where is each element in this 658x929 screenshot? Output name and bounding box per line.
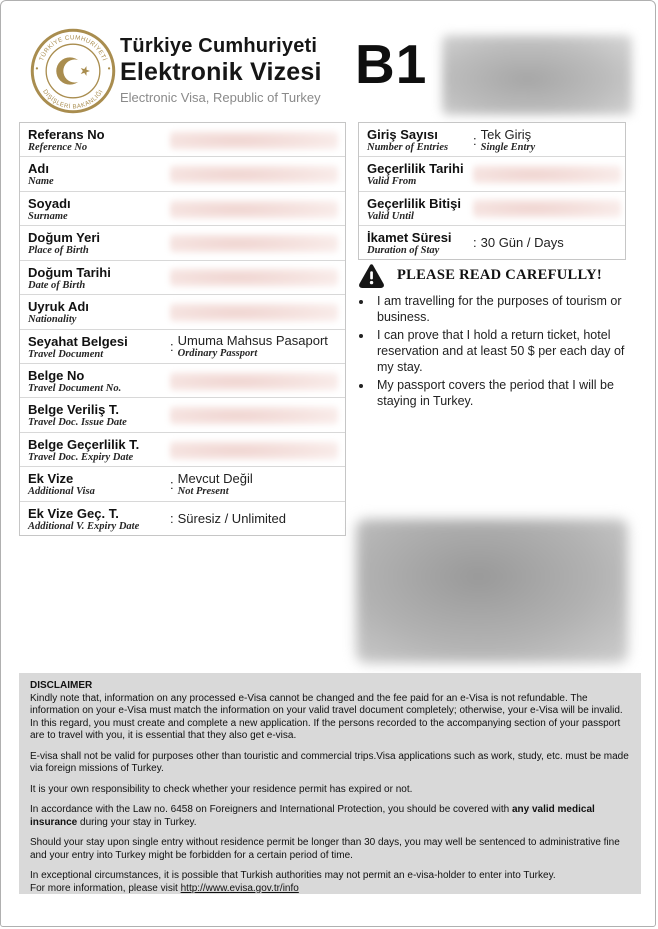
doc-title-line1: Türkiye Cumhuriyeti xyxy=(120,35,318,57)
svg-text:DIŞİŞLERİ BAKANLIĞI: DIŞİŞLERİ BAKANLIĞI xyxy=(41,88,105,111)
field-label-tr: Geçerlilik Tarihi xyxy=(367,161,464,177)
redacted-value xyxy=(170,131,338,150)
redacted-value xyxy=(170,372,338,391)
document-header xyxy=(120,34,322,105)
field-labels xyxy=(28,470,170,498)
field-labels xyxy=(28,264,170,292)
field-labels xyxy=(28,298,170,326)
disclaimer-paragraph xyxy=(30,784,630,797)
field-row xyxy=(20,364,345,398)
field-value xyxy=(473,195,621,223)
field-labels xyxy=(28,367,170,395)
field-value xyxy=(170,195,341,223)
redacted-value xyxy=(170,234,338,253)
field-value xyxy=(473,229,621,257)
field-label-tr: Belge Veriliş T. xyxy=(28,402,120,418)
doc-subtitle: Electronic Visa, Republic of Turkey xyxy=(120,90,321,105)
disclaimer-text: In exceptional circumstances, it is possible that Turkish authorities may not permit an e-visa-holder to enter into Turkey. For more information, please visit xyxy=(30,870,556,894)
redacted-value xyxy=(170,268,338,287)
field-label-tr: Seyahat Belgesi xyxy=(28,333,128,349)
field-value xyxy=(170,505,341,533)
crescent-star-icon xyxy=(56,57,90,84)
field-row xyxy=(359,226,625,259)
field-label-en: Reference No xyxy=(28,142,88,153)
field-label-en: Travel Doc. Issue Date xyxy=(28,417,127,429)
field-label-tr: Referans No xyxy=(28,127,105,142)
field-row xyxy=(20,330,345,364)
field-labels xyxy=(28,229,170,257)
field-label-tr: İkamet Süresi xyxy=(367,229,452,245)
field-label-en: Valid From xyxy=(367,176,417,188)
field-label-en: Duration of Stay xyxy=(367,244,440,256)
validity-fields-box xyxy=(358,122,626,260)
field-row xyxy=(359,157,625,191)
field-labels xyxy=(367,195,473,223)
redacted-value xyxy=(473,165,621,184)
field-labels xyxy=(28,505,170,533)
field-label-en: Place of Birth xyxy=(28,245,89,257)
field-value-text: 30 Gün / Days xyxy=(480,235,564,251)
visa-type-code: B1 xyxy=(355,33,428,95)
field-value xyxy=(170,126,341,154)
field-row xyxy=(20,398,345,432)
field-value xyxy=(473,126,621,154)
field-value-text: Tek Giriş xyxy=(480,126,532,142)
warning-triangle-icon xyxy=(358,263,385,288)
field-labels xyxy=(28,160,170,188)
field-row xyxy=(20,226,345,260)
field-label-en: Travel Document No. xyxy=(28,382,122,394)
field-label-en: Surname xyxy=(28,210,68,222)
field-label-en: Number of Entries xyxy=(367,142,449,153)
field-row xyxy=(359,192,625,226)
disclaimer-text: E-visa shall not be valid for purposes other than touristic and commercial trips.Visa applications such as work, study, etc. must be made via foreign missions of Turkey. xyxy=(30,750,629,774)
doc-title-line2: Elektronik Vizesi xyxy=(120,58,322,86)
disclaimer-title: DISCLAIMER xyxy=(30,680,93,691)
field-labels xyxy=(28,126,170,154)
field-value-subtext: Not Present xyxy=(177,485,229,497)
warning-title: PLEASE READ CAREFULLY! xyxy=(396,267,603,283)
field-value xyxy=(170,470,341,498)
evisa-info-link[interactable]: http://www.evisa.gov.tr/info xyxy=(180,882,299,894)
field-label-en: Travel Doc. Expiry Date xyxy=(28,451,134,463)
field-label-en: Nationality xyxy=(28,314,77,326)
disclaimer-paragraph xyxy=(30,751,630,776)
field-label-tr: Adı xyxy=(28,161,49,177)
disclaimer-paragraph xyxy=(30,870,630,894)
field-label-tr: Giriş Sayısı xyxy=(367,127,438,142)
field-label-tr: Uyruk Adı xyxy=(28,299,89,315)
disclaimer-text: Kindly note that, information on any processed e-Visa cannot be changed and the fee paid for an e-Visa is not refundable. The information on your e-Visa must match the information on your valid travel document completely; otherwise, your e-Visa will be invalid. In this regard, you must create and complete a new application. If the persons recorded to the accompanying section of your passport are to travel with you, it is essential that they also get e-visa. xyxy=(30,692,623,741)
warning-bullet: • I am travelling for the purposes of tourism or business. xyxy=(373,293,628,325)
field-label-en: Additional V. Expiry Date xyxy=(28,520,140,532)
field-value xyxy=(170,436,341,464)
disclaimer-paragraph xyxy=(30,837,630,862)
disclaimer-text: during your stay in Turkey. xyxy=(77,816,197,828)
field-value-subtext: Single Entry xyxy=(480,141,536,153)
field-row xyxy=(20,295,345,329)
personal-fields-box xyxy=(19,122,346,536)
disclaimer-body xyxy=(30,693,630,895)
warning-bullet: • My passport covers the period that I will be staying in Turkey. xyxy=(373,377,628,409)
redacted-value xyxy=(170,200,338,219)
field-value-text: Mevcut Değil xyxy=(177,470,253,486)
field-value-text: Süresiz / Unlimited xyxy=(177,511,286,527)
field-label-en: Travel Document xyxy=(28,348,104,360)
field-value xyxy=(170,229,341,257)
field-value xyxy=(170,298,341,326)
field-label-tr: Geçerlilik Bitişi xyxy=(367,195,461,211)
field-colon: : xyxy=(170,339,174,355)
warning-bullet-list xyxy=(358,293,628,409)
field-row xyxy=(20,433,345,467)
ministry-emblem-icon xyxy=(29,27,117,115)
field-row xyxy=(20,261,345,295)
disclaimer-bold-text: any valid medical insurance xyxy=(30,804,595,828)
redacted-value xyxy=(170,406,338,425)
field-label-tr: Soyadı xyxy=(28,195,71,211)
field-row xyxy=(20,467,345,501)
field-labels xyxy=(28,195,170,223)
warning-bullet: • I can prove that I hold a return ticket, hotel reservation and at least 50 $ per each day of my stay. xyxy=(373,327,628,375)
field-value xyxy=(170,333,341,361)
disclaimer-paragraph xyxy=(30,804,630,829)
field-label-tr: Doğum Yeri xyxy=(28,230,101,246)
disclaimer-section xyxy=(19,673,641,894)
redacted-value xyxy=(170,165,338,184)
field-row xyxy=(20,123,345,157)
warning-section xyxy=(358,263,628,411)
field-labels xyxy=(28,401,170,429)
disclaimer-text: Should your stay upon single entry without residence permit be longer than 30 days, you may well be sentenced to administrative fine and your entry into Turkey might be forbidden for a certain period of time. xyxy=(30,837,620,861)
field-colon: : xyxy=(170,511,174,527)
field-label-en: Date of Birth xyxy=(28,279,86,291)
disclaimer-paragraph xyxy=(30,693,630,743)
field-colon: : xyxy=(473,132,477,148)
field-labels xyxy=(28,333,170,361)
field-value-text: Umuma Mahsus Pasaport xyxy=(177,333,328,349)
svg-text:TÜRKİYE CUMHURİYETİ: TÜRKİYE CUMHURİYETİ xyxy=(38,34,108,62)
redacted-visa-number xyxy=(442,35,632,115)
field-value xyxy=(170,367,341,395)
field-colon: : xyxy=(473,235,477,251)
field-label-tr: Belge Geçerlilik T. xyxy=(28,436,140,452)
disclaimer-text: It is your own responsibility to check whether your residence permit has expired or not. xyxy=(30,783,413,795)
field-label-tr: Doğum Tarihi xyxy=(28,264,111,280)
field-label-en: Name xyxy=(28,176,54,188)
field-label-tr: Ek Vize Geç. T. xyxy=(28,505,119,521)
field-labels xyxy=(367,160,473,188)
disclaimer-text: In accordance with the Law no. 6458 on Foreigners and International Protection, you should be covered with xyxy=(30,804,512,815)
field-labels xyxy=(28,436,170,464)
warning-header xyxy=(358,263,628,288)
field-colon: : xyxy=(170,476,174,492)
redacted-value xyxy=(170,303,338,322)
field-label-tr: Ek Vize xyxy=(28,471,74,487)
field-value xyxy=(473,160,621,188)
redacted-value xyxy=(170,441,338,460)
field-label-en: Valid Until xyxy=(367,210,414,222)
field-row xyxy=(20,157,345,191)
field-labels xyxy=(367,126,473,154)
redacted-value xyxy=(473,199,621,218)
field-row xyxy=(20,192,345,226)
field-value xyxy=(170,160,341,188)
field-row xyxy=(20,502,345,535)
field-label-tr: Belge No xyxy=(28,367,85,383)
field-label-en: Additional Visa xyxy=(28,486,95,498)
field-value-subtext: Ordinary Passport xyxy=(177,348,258,360)
field-labels xyxy=(367,229,473,257)
redacted-barcode-block xyxy=(356,519,628,663)
field-value xyxy=(170,264,341,292)
field-value xyxy=(170,401,341,429)
field-row xyxy=(359,123,625,157)
